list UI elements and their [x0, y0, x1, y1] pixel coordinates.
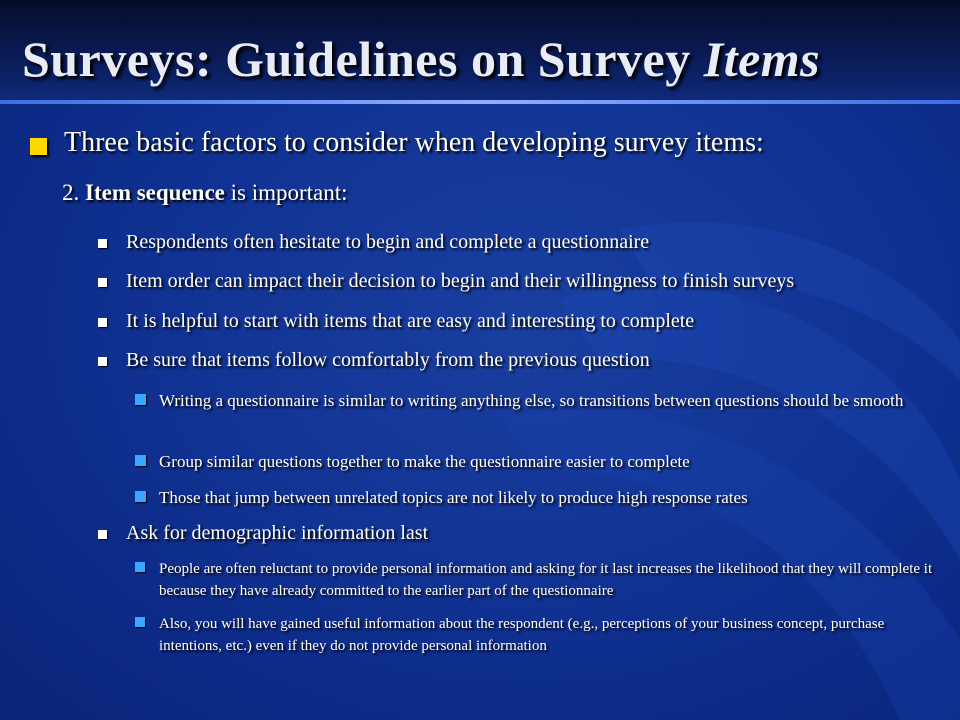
numbered-rest: is important: — [224, 180, 348, 205]
numbered-prefix: 2. — [62, 180, 85, 205]
title-main: Surveys: Guidelines on Survey — [22, 31, 704, 87]
square-bullet-icon — [98, 239, 107, 248]
sub-bullet-text: Writing a questionnaire is similar to writing anything else, so transitions between questions should be smooth — [159, 391, 904, 410]
sub-bullet-text: Also, you will have gained useful information about the respondent (e.g., perceptions of your business concept, purchase intentions, etc.) even if they do not provide personal information — [159, 616, 885, 654]
bullet-text: Be sure that items follow comfortably from the previous question — [126, 349, 650, 371]
sub-bullet-text: Those that jump between unrelated topics are not likely to produce high response rates — [159, 488, 748, 507]
sub-bullet-text: Group similar questions together to make the questionnaire easier to complete — [159, 452, 690, 471]
square-bullet-icon — [135, 394, 146, 405]
square-bullet-icon — [98, 357, 107, 366]
sub-bullet-text: People are often reluctant to provide personal information and asking for it last increases the likelihood that they will complete it because they have already committed to the earlier part of the questionnaire — [159, 561, 933, 599]
square-bullet-icon — [98, 278, 107, 287]
square-bullet-icon — [135, 617, 145, 627]
square-bullet-icon — [135, 455, 146, 466]
bullet-text: Respondents often hesitate to begin and complete a questionnaire — [126, 231, 650, 253]
bullet-text: Ask for demographic information last — [126, 522, 429, 544]
square-bullet-icon — [98, 318, 107, 327]
square-bullet-icon — [30, 138, 47, 155]
bullet-text: It is helpful to start with items that are easy and interesting to complete — [126, 310, 695, 332]
square-bullet-icon — [135, 562, 145, 572]
numbered-heading — [62, 180, 348, 206]
title-italic: Items — [703, 31, 821, 87]
numbered-bold: Item sequence — [85, 180, 225, 205]
level1-text: Three basic factors to consider when developing survey items: — [64, 127, 764, 158]
square-bullet-icon — [135, 491, 146, 502]
square-bullet-icon — [98, 530, 107, 539]
bullet-text: Item order can impact their decision to begin and their willingness to finish surveys — [126, 270, 795, 292]
